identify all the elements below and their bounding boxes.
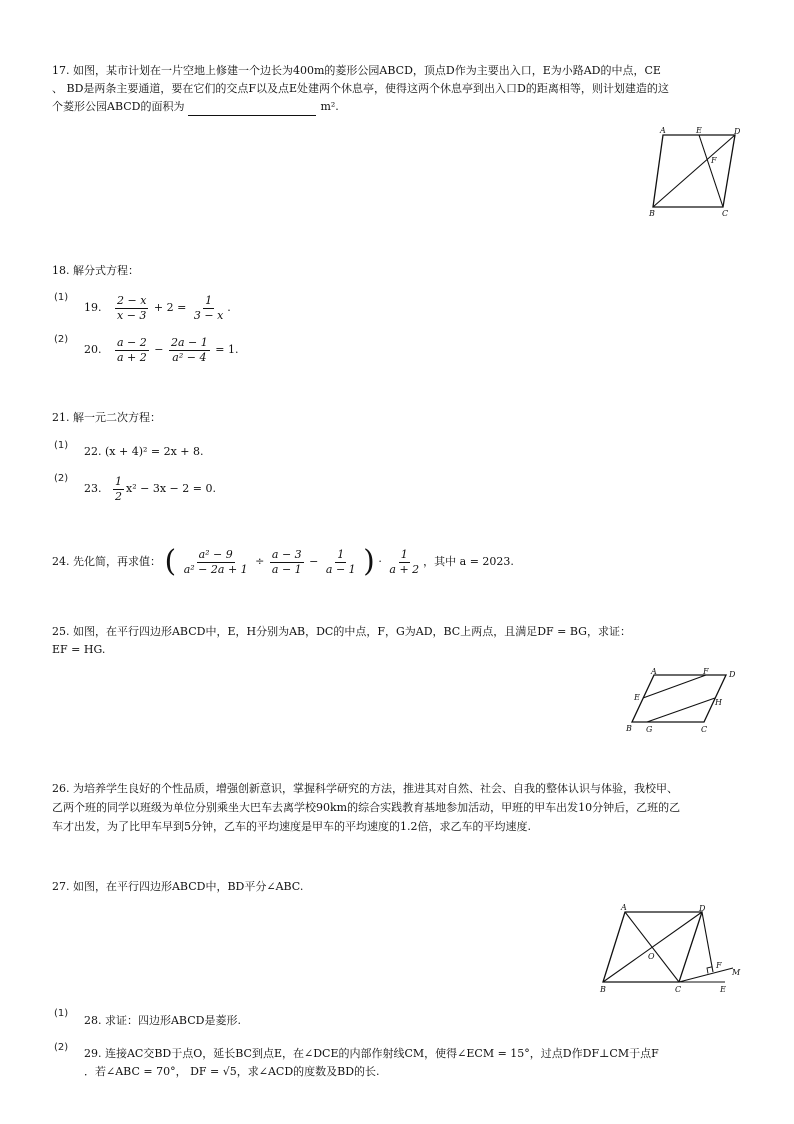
fig17-label-D: D — [734, 127, 741, 136]
q27-sub2-mark: (2) — [54, 1042, 69, 1053]
q24-frac4-num: 1 — [400, 547, 408, 561]
fig17-label-E: E — [696, 126, 702, 135]
fig27-label-A: A — [621, 903, 627, 912]
q20-end: = 1. — [215, 343, 239, 356]
q20-frac2-num: 2a − 1 — [171, 335, 208, 349]
q26-line1: 26. 为培养学生良好的个性品质，增强创新意识，掌握科学研究的方法，推进其对自然、社会、自我的整体认识与体验，我校甲、 — [52, 782, 678, 795]
q20-frac1-num: a − 2 — [117, 335, 147, 349]
fig25-label-A: A — [651, 667, 657, 676]
q24-expression: 24. 先化简，再求值： ( $\frac{\text{a² − 9}}{\text{a² − 2a + 1}}$ ÷ $\frac{a - 3}{a - 1}$ − $\frac{1}{a - 1}$ ) · $\frac{1}{a + 2}$ ，其中 a = 2023. — [52, 544, 514, 579]
q19-number: 19. — [84, 301, 102, 314]
fig25-label-D: D — [729, 670, 736, 679]
q23-rest: x² − 3x − 2 = 0. — [126, 482, 216, 495]
q23-frac-den: 2 — [115, 489, 122, 503]
q24-suffix: ，其中 a = 2023. — [423, 555, 514, 568]
q29-line2: ．若∠ABC = 70°， DF = √5，求∠ACD的度数及BD的长. — [84, 1065, 380, 1078]
fig27-label-D: D — [699, 904, 706, 913]
q26-line3: 车才出发，为了比甲车早到5分钟，乙车的平均速度是甲车的平均速度的1.2倍，求乙车的平均速度. — [52, 820, 531, 833]
q23-equation — [84, 471, 216, 507]
q21-sub2-mark: (2) — [54, 473, 69, 484]
q19-equation — [84, 290, 231, 326]
fig25-label-B: B — [626, 724, 632, 733]
q19-frac2-den: 3 − x — [193, 308, 224, 322]
q25-line2: EF = HG. — [52, 643, 106, 656]
q29-line1: 29. 连接AC交BD于点O，延长BC到点E，在∠DCE的内部作射线CM，使得∠ECM = 15°，过点D作DF⊥CM于点F — [84, 1047, 659, 1060]
q24-frac2-den: a − 1 — [271, 562, 302, 576]
q20-number: 20. — [84, 343, 102, 356]
answer-blank[interactable] — [188, 103, 316, 116]
q18-sub2-mark: (2) — [54, 334, 69, 345]
q24-frac3-den: a − 1 — [325, 562, 356, 576]
fig27-label-E: E — [720, 985, 726, 994]
q17-line1: 17. 如图，某市计划在一片空地上修建一个边长为400m的菱形公园ABCD，顶点D作为主要出入口，E为小路AD的中点，CE — [52, 64, 661, 77]
q24-frac2-num: a − 3 — [271, 547, 302, 561]
q19-frac1-num: 2 − x — [117, 293, 147, 307]
q26-line2: 乙两个班的同学以班级为单位分别乘坐大巴车去离学校90km的综合实践教育基地参加活动，甲班的甲车出发10分钟后，乙班的乙 — [52, 801, 681, 814]
fig25-label-E: E — [634, 693, 640, 702]
fig25-label-F: F — [703, 667, 709, 676]
q21-title: 21. 解一元二次方程： — [52, 411, 161, 424]
q19-frac1-den: x − 3 — [117, 308, 147, 322]
figure-25-parallelogram — [622, 664, 742, 736]
q18-sub1-mark: (1) — [54, 292, 69, 303]
q23-number: 23. — [84, 482, 102, 495]
q24-prefix: 24. 先化简，再求值： — [52, 555, 161, 568]
fig17-label-C: C — [722, 209, 729, 218]
q27-title: 27. 如图，在平行四边形ABCD中，BD平分∠ABC. — [52, 880, 304, 893]
q17-line3 — [52, 98, 339, 116]
q17-line2: 、 BD是两条主要通道，要在它们的交点F以及点E处建两个休息亭，使得这两个休息亭到出入口D的距离相等，则计划建造的这 — [52, 82, 669, 95]
fig25-label-H: H — [715, 698, 722, 707]
fig17-label-B: B — [649, 209, 655, 218]
q25-line1: 25. 如图，在平行四边形ABCD中，E，H分别为AB，DC的中点，F，G为AD，BC上两点，且满足DF = BG，求证： — [52, 625, 631, 638]
q20-frac2-den: a² − 4 — [172, 350, 207, 364]
q24-frac3-num: 1 — [337, 547, 345, 561]
q21-sub1-mark: (1) — [54, 440, 69, 451]
q19-end: . — [227, 301, 231, 314]
fig27-label-F: F — [716, 961, 722, 970]
fig27-label-M: M — [732, 968, 741, 977]
q24-frac1-num: a² − 9 — [198, 547, 233, 561]
q20-mid: − — [154, 343, 164, 356]
q20-equation — [84, 332, 238, 368]
fig27-label-B: B — [600, 985, 606, 994]
q24-frac1-den: a² − 2a + 1 — [183, 562, 248, 576]
fig25-label-G: G — [646, 725, 653, 734]
q17-unit: m². — [320, 100, 339, 113]
fig27-label-C: C — [675, 985, 682, 994]
q20-frac1-den: a + 2 — [117, 350, 147, 364]
figure-27-rhombus — [595, 898, 745, 998]
q24-frac4-den: a + 2 — [389, 562, 420, 576]
q18-title: 18. 解分式方程： — [52, 264, 139, 277]
q28-text: 28. 求证：四边形ABCD是菱形. — [84, 1014, 241, 1027]
fig17-label-F: F — [711, 156, 717, 165]
q24-op1: ÷ — [255, 555, 265, 568]
q24-op2: − — [309, 555, 319, 568]
q27-sub1-mark: (1) — [54, 1008, 69, 1019]
q22-equation: 22. (x + 4)² = 2x + 8. — [84, 445, 204, 458]
q23-frac-num: 1 — [115, 474, 122, 488]
figure-17-rhombus — [645, 123, 745, 218]
q17-line3-text: 个菱形公园ABCD的面积为 — [52, 100, 185, 113]
fig17-label-A: A — [660, 126, 666, 135]
q19-mid: + 2 = — [153, 301, 187, 314]
q19-frac2-num: 1 — [205, 293, 213, 307]
q24-dot: · — [378, 555, 382, 568]
fig25-label-C: C — [701, 725, 708, 734]
fig27-label-O: O — [648, 952, 655, 961]
